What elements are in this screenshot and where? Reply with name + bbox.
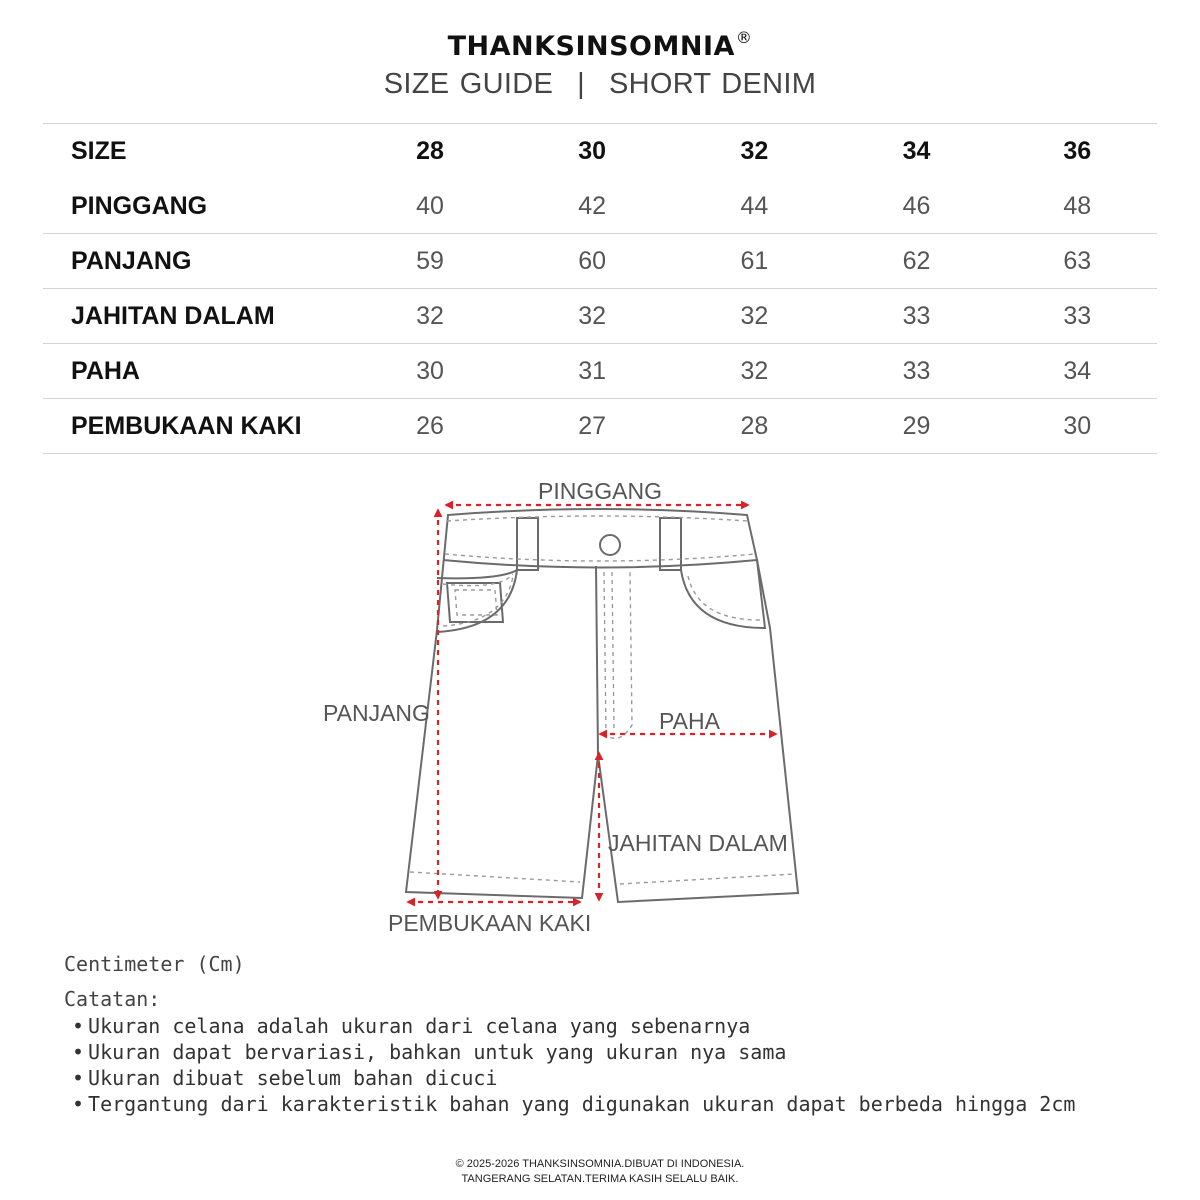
guide-title: SIZE GUIDE	[383, 68, 554, 100]
table-cell: 32	[349, 289, 511, 344]
title-separator: |	[577, 68, 585, 100]
size-header-cell: 36	[1063, 137, 1092, 165]
note-item: • Ukuran dibuat sebelum bahan dicuci	[72, 1065, 1075, 1091]
row-label: PAHA	[43, 344, 349, 399]
table-cell: 32	[673, 289, 835, 344]
table-cell: 63	[998, 234, 1157, 289]
footer-line-2: TANGERANG SELATAN.TERIMA KASIH SELALU BAIK.	[461, 1173, 739, 1185]
note-item: • Tergantung dari karakteristik bahan yang digunakan ukuran dapat berbeda hingga 2cm	[72, 1091, 1075, 1117]
table-cell: 30	[349, 344, 511, 399]
table-cell: 44	[673, 179, 835, 234]
row-label: JAHITAN DALAM	[43, 289, 349, 344]
table-cell: 27	[511, 399, 673, 454]
table-cell: 42	[511, 179, 673, 234]
notes-title: Catatan:	[64, 987, 161, 1011]
row-label: PEMBUKAAN KAKI	[43, 399, 349, 454]
size-header-cell: 32	[740, 137, 769, 165]
brand-name: THANKSINSOMNIA	[447, 31, 735, 62]
table-cell: 31	[511, 344, 673, 399]
size-header-cell: 30	[578, 137, 607, 165]
size-header-cell: 34	[902, 137, 931, 165]
footer-line-1: © 2025-2026 THANKSINSOMNIA.DIBUAT DI INDONESIA.	[455, 1158, 745, 1170]
table-cell: 28	[673, 399, 835, 454]
table-cell: 32	[511, 289, 673, 344]
table-cell: 46	[835, 179, 997, 234]
label-pinggang: PINGGANG	[538, 478, 662, 504]
registered-mark: ®	[735, 28, 753, 47]
note-item: • Ukuran dapat bervariasi, bahkan untuk yang ukuran nya sama	[72, 1039, 1075, 1065]
table-cell: 33	[998, 289, 1157, 344]
table-cell: 33	[835, 344, 997, 399]
unit-note: Centimeter (Cm)	[64, 952, 245, 976]
table-cell: 33	[835, 289, 997, 344]
table-cell: 29	[835, 399, 997, 454]
row-label: PANJANG	[43, 234, 349, 289]
size-header-cell: 28	[416, 137, 444, 165]
label-paha: PAHA	[659, 708, 720, 734]
label-jahitan-dalam: JAHITAN DALAM	[608, 830, 788, 856]
table-cell: 34	[998, 344, 1157, 399]
size-header-label: SIZE	[71, 137, 127, 165]
table-cell: 62	[835, 234, 997, 289]
label-panjang: PANJANG	[323, 700, 430, 726]
label-pembukaan-kaki: PEMBUKAAN KAKI	[388, 910, 592, 936]
product-name: SHORT DENIM	[608, 68, 817, 100]
table-cell: 61	[673, 234, 835, 289]
row-label: PINGGANG	[43, 179, 349, 234]
table-cell: 26	[349, 399, 511, 454]
table-cell: 59	[349, 234, 511, 289]
table-cell: 60	[511, 234, 673, 289]
table-cell: 40	[349, 179, 511, 234]
table-cell: 32	[673, 344, 835, 399]
table-cell: 30	[998, 399, 1157, 454]
notes-list	[72, 1013, 1075, 1117]
footer	[0, 1157, 1200, 1187]
table-cell: 48	[998, 179, 1157, 234]
note-item: • Ukuran celana adalah ukuran dari celana yang sebenarnya	[72, 1013, 1075, 1039]
